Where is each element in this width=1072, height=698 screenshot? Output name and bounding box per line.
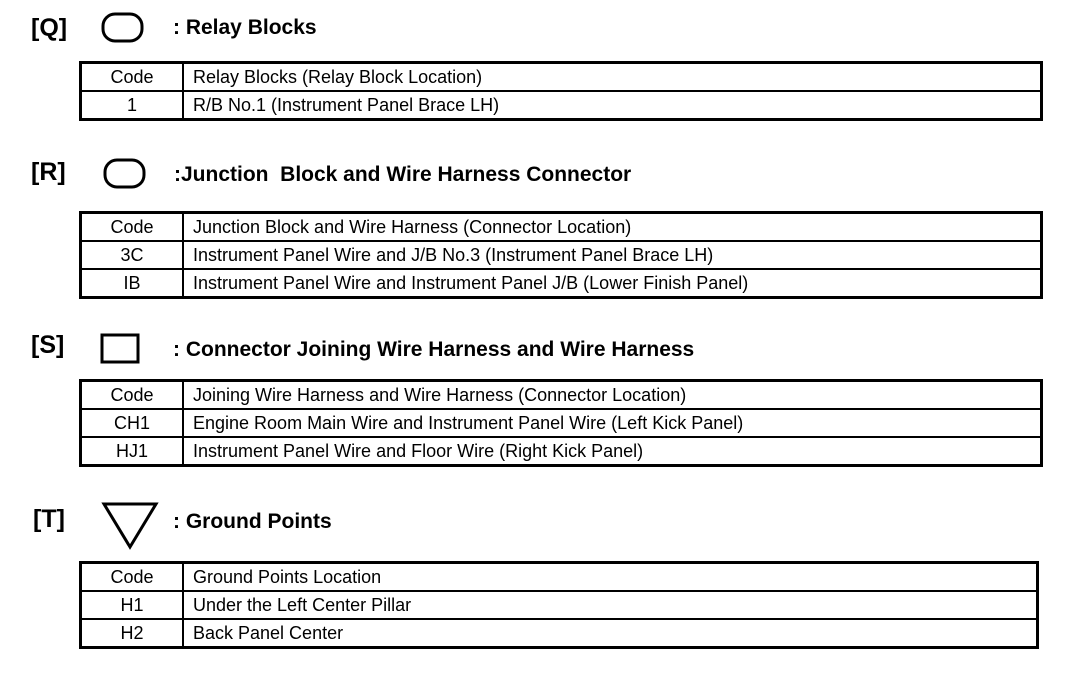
code-header: Code <box>81 381 184 410</box>
table-header-row <box>81 381 1042 410</box>
row-code: CH1 <box>81 409 184 437</box>
row-code: HJ1 <box>81 437 184 466</box>
row-code: H2 <box>81 619 184 648</box>
section-q-title: : Relay Blocks <box>173 16 317 39</box>
section-t-title: : Ground Points <box>173 510 332 533</box>
relay-blocks-table <box>79 61 1043 121</box>
ground-points-table <box>79 561 1039 649</box>
row-description: Instrument Panel Wire and Floor Wire (Right Kick Panel) <box>183 437 1042 466</box>
description-header: Relay Blocks (Relay Block Location) <box>183 63 1042 92</box>
row-code: H1 <box>81 591 184 619</box>
table-header-row <box>81 563 1038 592</box>
table-row <box>81 241 1042 269</box>
connector-joining-table <box>79 379 1043 467</box>
table-header-row <box>81 63 1042 92</box>
description-header: Ground Points Location <box>183 563 1038 592</box>
code-header: Code <box>81 63 184 92</box>
table-row <box>81 409 1042 437</box>
row-description: Instrument Panel Wire and Instrument Panel J/B (Lower Finish Panel) <box>183 269 1042 298</box>
section-r-title: :Junction Block and Wire Harness Connector <box>174 163 632 186</box>
square-icon <box>100 333 142 365</box>
row-description: Under the Left Center Pillar <box>183 591 1038 619</box>
row-description: Instrument Panel Wire and J/B No.3 (Instrument Panel Brace LH) <box>183 241 1042 269</box>
rounded-rect-icon <box>103 158 147 190</box>
table-row <box>81 91 1042 120</box>
rounded-rect-icon <box>101 12 145 44</box>
row-code: 3C <box>81 241 184 269</box>
table-header-row <box>81 213 1042 242</box>
table-row <box>81 437 1042 466</box>
table-row <box>81 591 1038 619</box>
section-q-letter: [Q] <box>31 14 68 42</box>
row-code: 1 <box>81 91 184 120</box>
row-description: Back Panel Center <box>183 619 1038 648</box>
section-s-letter: [S] <box>31 331 65 359</box>
row-description: Engine Room Main Wire and Instrument Panel Wire (Left Kick Panel) <box>183 409 1042 437</box>
description-header: Junction Block and Wire Harness (Connector Location) <box>183 213 1042 242</box>
section-t-letter: [T] <box>33 505 65 533</box>
code-header: Code <box>81 213 184 242</box>
row-code: IB <box>81 269 184 298</box>
section-r-letter: [R] <box>31 158 66 186</box>
description-header: Joining Wire Harness and Wire Harness (Connector Location) <box>183 381 1042 410</box>
section-s-title: : Connector Joining Wire Harness and Wire Harness <box>173 338 695 361</box>
row-description: R/B No.1 (Instrument Panel Brace LH) <box>183 91 1042 120</box>
table-row <box>81 269 1042 298</box>
junction-block-table <box>79 211 1043 299</box>
code-header: Code <box>81 563 184 592</box>
table-row <box>81 619 1038 648</box>
triangle-down-icon <box>101 500 159 552</box>
